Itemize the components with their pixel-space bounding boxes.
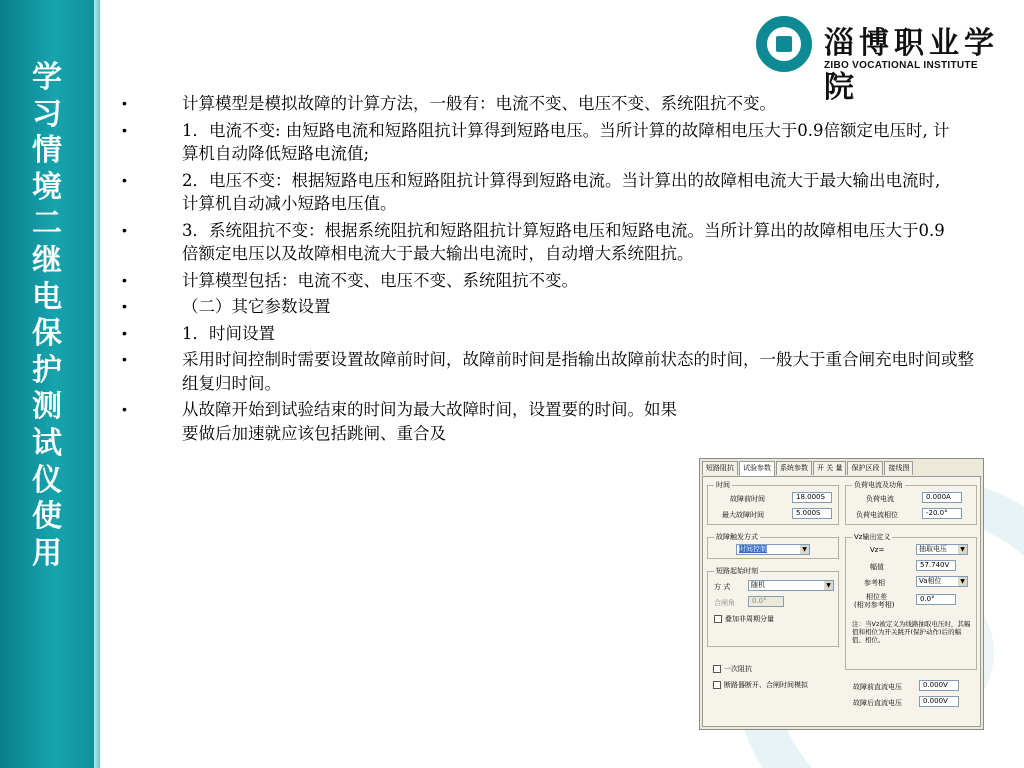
vz-label: Vz=	[870, 546, 885, 554]
test-parameters-panel	[702, 476, 981, 727]
title-char: 电	[32, 279, 62, 315]
title-char: 护	[32, 352, 62, 388]
bullet-dot-icon: •	[122, 298, 127, 314]
institute-logo	[754, 14, 1014, 105]
bullet-text: 2．电压不变：根据短路电压和短路阻抗计算得到短路电流。当计算出的故障相电流大于最大输出电流时, 计算机自动减小短路电压值。	[182, 170, 946, 213]
vz-phase-sub-label: (相对参考相)	[854, 601, 895, 609]
vz-phase-field[interactable]: 0.0°	[916, 594, 956, 605]
dc-offset-checkbox[interactable]	[714, 614, 774, 624]
inception-mode-label: 方 式	[714, 583, 731, 591]
tab-short-circuit-impedance[interactable]: 短路阻抗	[702, 461, 738, 475]
dc-offset-label: 叠加非周期分量	[725, 615, 774, 623]
fault-trigger-group-label: 故障触发方式	[716, 533, 758, 541]
vz-output-group-label: Vz输出定义	[854, 533, 891, 541]
primary-impedance-checkbox[interactable]	[713, 664, 752, 674]
bullet-item	[118, 348, 978, 395]
bullet-dot-icon: •	[122, 401, 127, 417]
vz-amplitude-field[interactable]: 57.740V	[916, 560, 956, 571]
title-char: 使	[32, 499, 62, 535]
chevron-down-icon[interactable]: ▼	[824, 581, 833, 590]
test-parameter-dialog	[699, 458, 984, 730]
chevron-down-icon[interactable]: ▼	[800, 545, 809, 554]
chevron-down-icon[interactable]: ▼	[958, 577, 967, 586]
vz-reference-select[interactable]	[916, 576, 968, 587]
bullet-text: 1．电流不变: 由短路电流和短路阻抗计算得到短路电压。当所计算的故障相电压大于0.9倍额定电压时, 计算机自动降低短路电流值;	[182, 120, 950, 163]
bullet-text: 1．时间设置	[182, 323, 275, 343]
max-fault-time-label: 最大故障时间	[722, 511, 764, 519]
vz-select[interactable]	[916, 544, 968, 555]
bullet-dot-icon: •	[122, 121, 127, 138]
load-angle-field[interactable]: -20.0°	[922, 508, 962, 519]
bullet-text: 采用时间控制时需要设置故障前时间，故障前时间是指输出故障前状态的时间，一般大于重合闸充电时间或整组复归时间。	[182, 350, 974, 393]
title-char: 二	[32, 206, 62, 242]
bullet-dot-icon: •	[122, 351, 127, 367]
vz-phase-label: 相位差	[866, 593, 887, 601]
vz-reference-value: Va相位	[919, 577, 942, 585]
fault-trigger-value: 时间控制	[739, 545, 767, 553]
bullet-text: 计算模型是模拟故障的计算方法，一般有：电流不变、电压不变、系统阻抗不变。	[182, 94, 776, 113]
bullet-item	[118, 169, 978, 216]
primary-impedance-label: 一次阻抗	[724, 665, 752, 673]
title-char: 测	[32, 389, 62, 425]
emblem-icon	[756, 16, 812, 72]
bullet-text: 3．系统阻抗不变：根据系统阻抗和短路阻抗计算短路电压和短路电流。当所计算出的故障相电压大于0.9倍额定电压以及故障相电流大于最大输出电流时，自动增大系统阻抗。	[182, 220, 945, 263]
fault-inception-group-label: 短路起始时刻	[716, 567, 758, 575]
tab-protection-zone[interactable]: 保护区段	[847, 461, 883, 475]
prefault-time-field[interactable]: 18.000S	[792, 492, 832, 503]
title-char: 保	[32, 316, 62, 352]
title-char: 情	[32, 133, 62, 169]
closing-angle-field[interactable]: 0.0°	[748, 596, 784, 607]
fault-trigger-group	[707, 533, 839, 559]
bullet-item	[118, 269, 978, 293]
logo-name-en: ZIBO VOCATIONAL INSTITUTE	[824, 60, 978, 71]
bullet-item	[118, 398, 978, 445]
bullet-item	[118, 295, 978, 319]
postfault-dc-field[interactable]: 0.000V	[919, 696, 959, 707]
load-current-group-label: 负荷电流及功角	[854, 481, 903, 489]
dialog-tab-bar	[702, 461, 914, 476]
time-group	[707, 481, 839, 525]
vz-amplitude-label: 幅值	[870, 563, 884, 571]
time-group-label: 时间	[716, 481, 730, 489]
tab-wiring-diagram[interactable]: 接线图	[884, 461, 913, 475]
title-char: 试	[32, 425, 62, 461]
prefault-dc-label: 故障前直流电压	[853, 683, 902, 691]
title-char: 仪	[32, 462, 62, 498]
bullet-text: （二）其它参数设置	[182, 297, 331, 316]
slide-content	[118, 92, 978, 448]
max-fault-time-field[interactable]: 5.000S	[792, 508, 832, 519]
fault-trigger-select[interactable]	[736, 544, 810, 555]
vertical-title	[0, 60, 94, 572]
chevron-down-icon[interactable]: ▼	[958, 545, 967, 554]
tab-test-parameters[interactable]: 试验参数	[739, 461, 775, 476]
title-char: 用	[32, 535, 62, 571]
bullet-dot-icon: •	[122, 221, 127, 238]
fault-inception-group	[707, 567, 839, 647]
vz-note: 注：当Vz被定义为线路抽取电压时，其幅值和相位为开关跳开(保护动作)后的幅值、相位。	[852, 620, 971, 644]
tab-system-parameters[interactable]: 系统参数	[776, 461, 812, 475]
checkbox-icon[interactable]	[713, 681, 721, 689]
title-char: 习	[32, 96, 62, 132]
logo-name-cn: 淄博职业学院	[824, 26, 999, 105]
load-current-group	[845, 481, 977, 525]
bullet-item	[118, 119, 978, 166]
closing-angle-label: 合闸角	[714, 599, 735, 607]
vz-output-group	[845, 533, 977, 670]
breaker-timing-checkbox[interactable]	[713, 680, 808, 690]
tab-switch-quantity[interactable]: 开 关 量	[813, 461, 846, 475]
bullet-dot-icon: •	[122, 324, 127, 341]
bullet-dot-icon: •	[122, 171, 127, 188]
prefault-time-label: 故障前时间	[730, 495, 765, 503]
checkbox-icon[interactable]	[714, 615, 722, 623]
breaker-timing-label: 断路器断开、合闸时间模拟	[724, 681, 808, 689]
title-char: 学	[32, 60, 62, 95]
title-char: 境	[32, 169, 62, 205]
inception-mode-value: 随机	[751, 581, 765, 589]
load-current-field[interactable]: 0.000A	[922, 492, 962, 503]
postfault-dc-label: 故障后直流电压	[853, 699, 902, 707]
bullet-item	[118, 92, 978, 116]
checkbox-icon[interactable]	[713, 665, 721, 673]
bullet-dot-icon: •	[122, 95, 127, 111]
prefault-dc-field[interactable]: 0.000V	[919, 680, 959, 691]
vz-reference-label: 参考相	[864, 579, 885, 587]
inception-mode-select[interactable]	[748, 580, 834, 591]
band-edge-strip	[94, 0, 100, 768]
bullet-text: 从故障开始到试验结束的时间为最大故障时间，设置要的时间。如果要做后加速就应该包括跳闸、重合及	[182, 400, 677, 443]
bullet-item	[118, 322, 978, 346]
vz-value: 抽取电压	[919, 545, 947, 553]
bullet-dot-icon: •	[122, 271, 127, 288]
left-title-band	[0, 0, 100, 768]
load-current-label: 负荷电流	[866, 495, 894, 503]
load-angle-label: 负荷电流相位	[856, 511, 898, 519]
bullet-item	[118, 219, 978, 266]
bullet-text: 计算模型包括：电流不变、电压不变、系统阻抗不变。	[182, 270, 578, 290]
title-char: 继	[32, 242, 62, 278]
